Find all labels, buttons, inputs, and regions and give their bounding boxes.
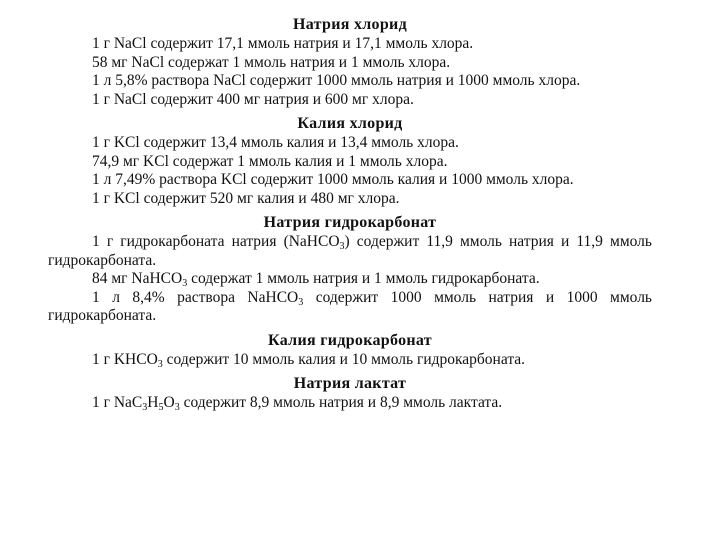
section-title: Натрия гидрокарбонат bbox=[263, 214, 437, 231]
section-title: Натрия лактат bbox=[293, 375, 407, 392]
document-page bbox=[48, 14, 652, 413]
paragraph: 84 мг NaHCO$_3$ содержат 1 ммоль натрия и 1 ммоль гидрокарбоната. bbox=[92, 270, 540, 289]
paragraph: 58 мг NaCl содержат 1 ммоль натрия и 1 ммоль хлора. bbox=[92, 53, 451, 71]
section-title: Калия хлорид bbox=[297, 115, 403, 132]
paragraph: 1 г NaCl содержит 17,1 ммоль натрия и 17,1 ммоль хлора. bbox=[92, 35, 474, 52]
section-sodium-lactate bbox=[48, 375, 652, 413]
paragraph: 1 л 8,4% раствора NaHCO$_3$ содержит 1000 ммоль натрия и 1000 ммоль гидрокарбоната. bbox=[48, 288, 652, 324]
paragraph: 1 г NaCl содержит 400 мг натрия и 600 мг хлора. bbox=[92, 90, 414, 108]
paragraph: 1 г KCl содержит 13,4 ммоль калия и 13,4 ммоль хлора. bbox=[92, 134, 459, 151]
paragraph: 1 л 5,8% раствора NaCl содержит 1000 ммоль натрия и 1000 ммоль хлора. bbox=[92, 72, 581, 89]
paragraph: 1 г $NaC_3H_5O_3$ содержит 8,9 ммоль натрия и 8,9 ммоль лактата. bbox=[92, 394, 503, 413]
section-sodium-bicarbonate bbox=[48, 214, 652, 326]
paragraph: 1 л 7,49% раствора KCl содержит 1000 ммоль калия и 1000 ммоль хлора. bbox=[92, 171, 574, 188]
section-potassium-bicarbonate bbox=[48, 332, 652, 370]
paragraph: 74,9 мг KCl содержат 1 ммоль калия и 1 ммоль хлора. bbox=[92, 152, 448, 170]
section-potassium-chloride bbox=[48, 115, 652, 208]
section-title: Натрия хлорид bbox=[293, 16, 407, 33]
paragraph: 1 г $KHCO_3$ содержит 10 ммоль калия и 10 ммоль гидрокарбоната. bbox=[92, 350, 526, 370]
paragraph: 1 г KCl содержит 520 мг калия и 480 мг хлора. bbox=[92, 189, 400, 207]
paragraph: 1 г гидрокарбоната натрия (NaHCO$_3$) содержит 11,9 ммоль натрия и 11,9 ммоль гидрокарбоната. bbox=[48, 233, 652, 269]
section-sodium-chloride bbox=[48, 16, 652, 109]
section-title: Калия гидрокарбонат bbox=[268, 331, 432, 349]
